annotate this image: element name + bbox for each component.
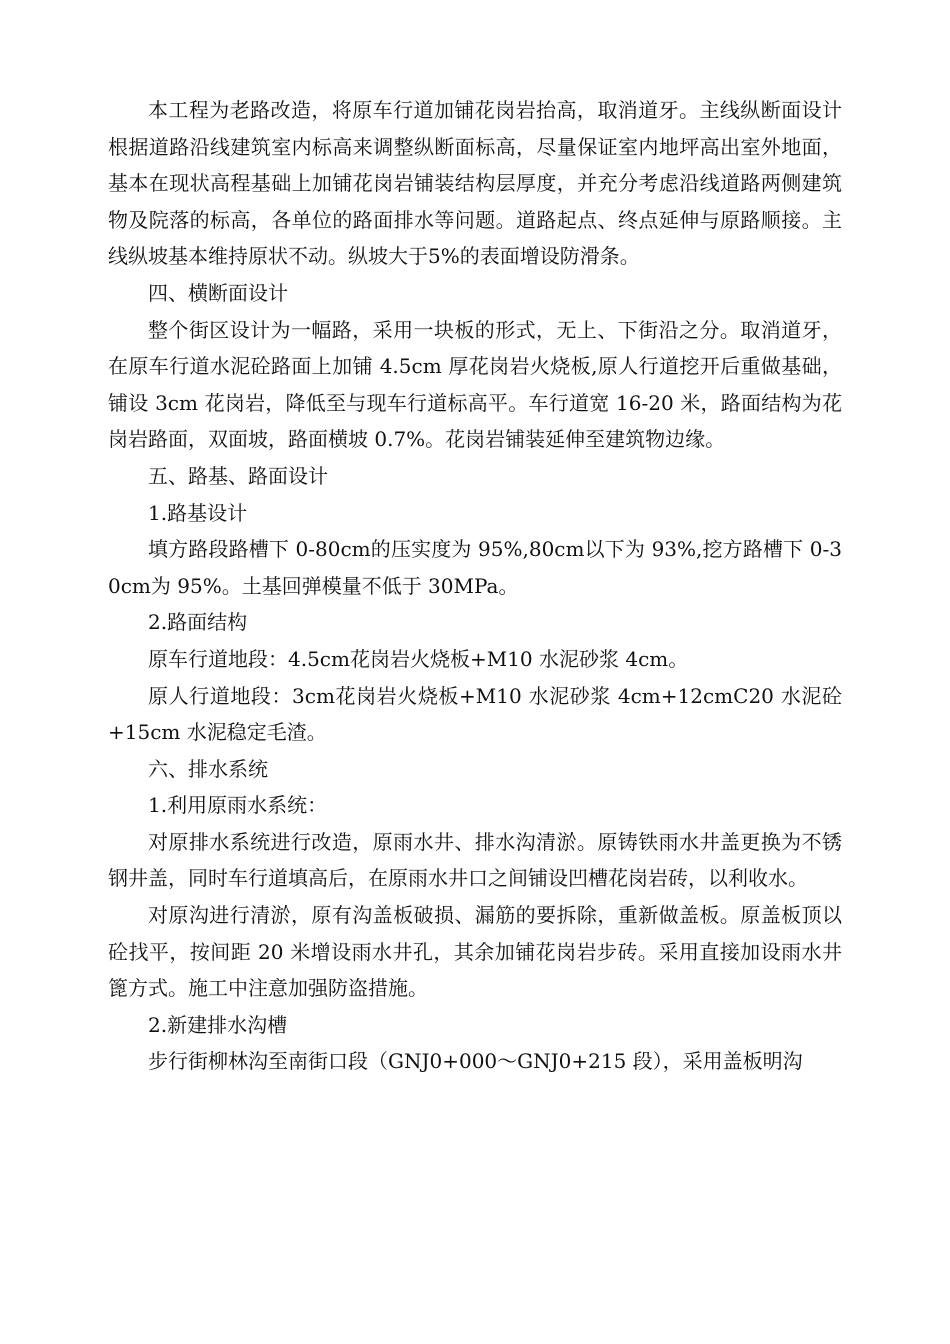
paragraph-roadway-structure: 原车行道地段：4.5cm花岗岩火烧板+M10 水泥砂浆 4cm。	[148, 646, 689, 671]
subheading-subgrade-design: 1.路基设计	[148, 500, 248, 525]
heading-drainage-system: 六、排水系统	[148, 756, 268, 781]
paragraph-cross-section: 整个街区设计为一幅路，采用一块板的形式，无上、下街沿之分。取消道牙，在原车行道水泥砼路面上加铺 4.5cm 厚花岗岩火烧板,原人行道挖开后重做基础，铺设 3cm 花岗岩，降低至与现车行道标高平。车行道宽 16-20 米，路面结构为花岗岩路面，双面坡，路面横坡 0.7%。花岗岩铺装延伸至建筑物边缘。	[108, 317, 842, 452]
heading-cross-section-design: 四、横断面设计	[148, 280, 288, 305]
subheading-pavement-structure: 2.路面结构	[148, 610, 248, 635]
subheading-new-drainage-trench: 2.新建排水沟槽	[148, 1012, 288, 1037]
paragraph-trench-section: 步行街柳林沟至南街口段（GNJ0+000～GNJ0+215 段），采用盖板明沟	[148, 1049, 803, 1074]
paragraph-compaction: 填方路段路槽下 0-80cm的压实度为 95%,80cm以下为 93%,挖方路槽下 0-30cm为 95%。土基回弹模量不低于 30MPa。	[108, 537, 842, 598]
heading-subgrade-pavement: 五、路基、路面设计	[148, 463, 328, 488]
paragraph-ditch-dredging: 对原沟进行清淤，原有沟盖板破损、漏筋的要拆除，重新做盖板。原盖板顶以砼找平，按间距 20 米增设雨水井孔，其余加铺花岗岩步砖。采用直接加设雨水井篦方式。施工中注意加强防盗措施。	[108, 903, 842, 1001]
paragraph-profile-design: 本工程为老路改造，将原车行道加铺花岗岩抬高，取消道牙。主线纵断面设计根据道路沿线建筑室内标高来调整纵断面标高，尽量保证室内地坪高出室外地面，基本在现状高程基础上加铺花岗岩铺装结构层厚度，并充分考虑沿线道路两侧建筑物及院落的标高，各单位的路面排水等问题。道路起点、终点延伸与原路顺接。主线纵坡基本维持原状不动。纵坡大于5%的表面增设防滑条。	[108, 98, 842, 269]
paragraph-sidewalk-structure: 原人行道地段：3cm花岗岩火烧板+M10 水泥砂浆 4cm+12cmC20 水泥砼+15cm 水泥稳定毛渣。	[108, 683, 842, 745]
document-body	[108, 92, 842, 1080]
subheading-existing-rainwater: 1.利用原雨水系统：	[148, 793, 328, 818]
paragraph-drainage-renovation: 对原排水系统进行改造，原雨水井、排水沟清淤。原铸铁雨水井盖更换为不锈钢井盖，同时车行道填高后，在原雨水井口之间铺设凹槽花岗岩砖，以利收水。	[108, 829, 842, 891]
